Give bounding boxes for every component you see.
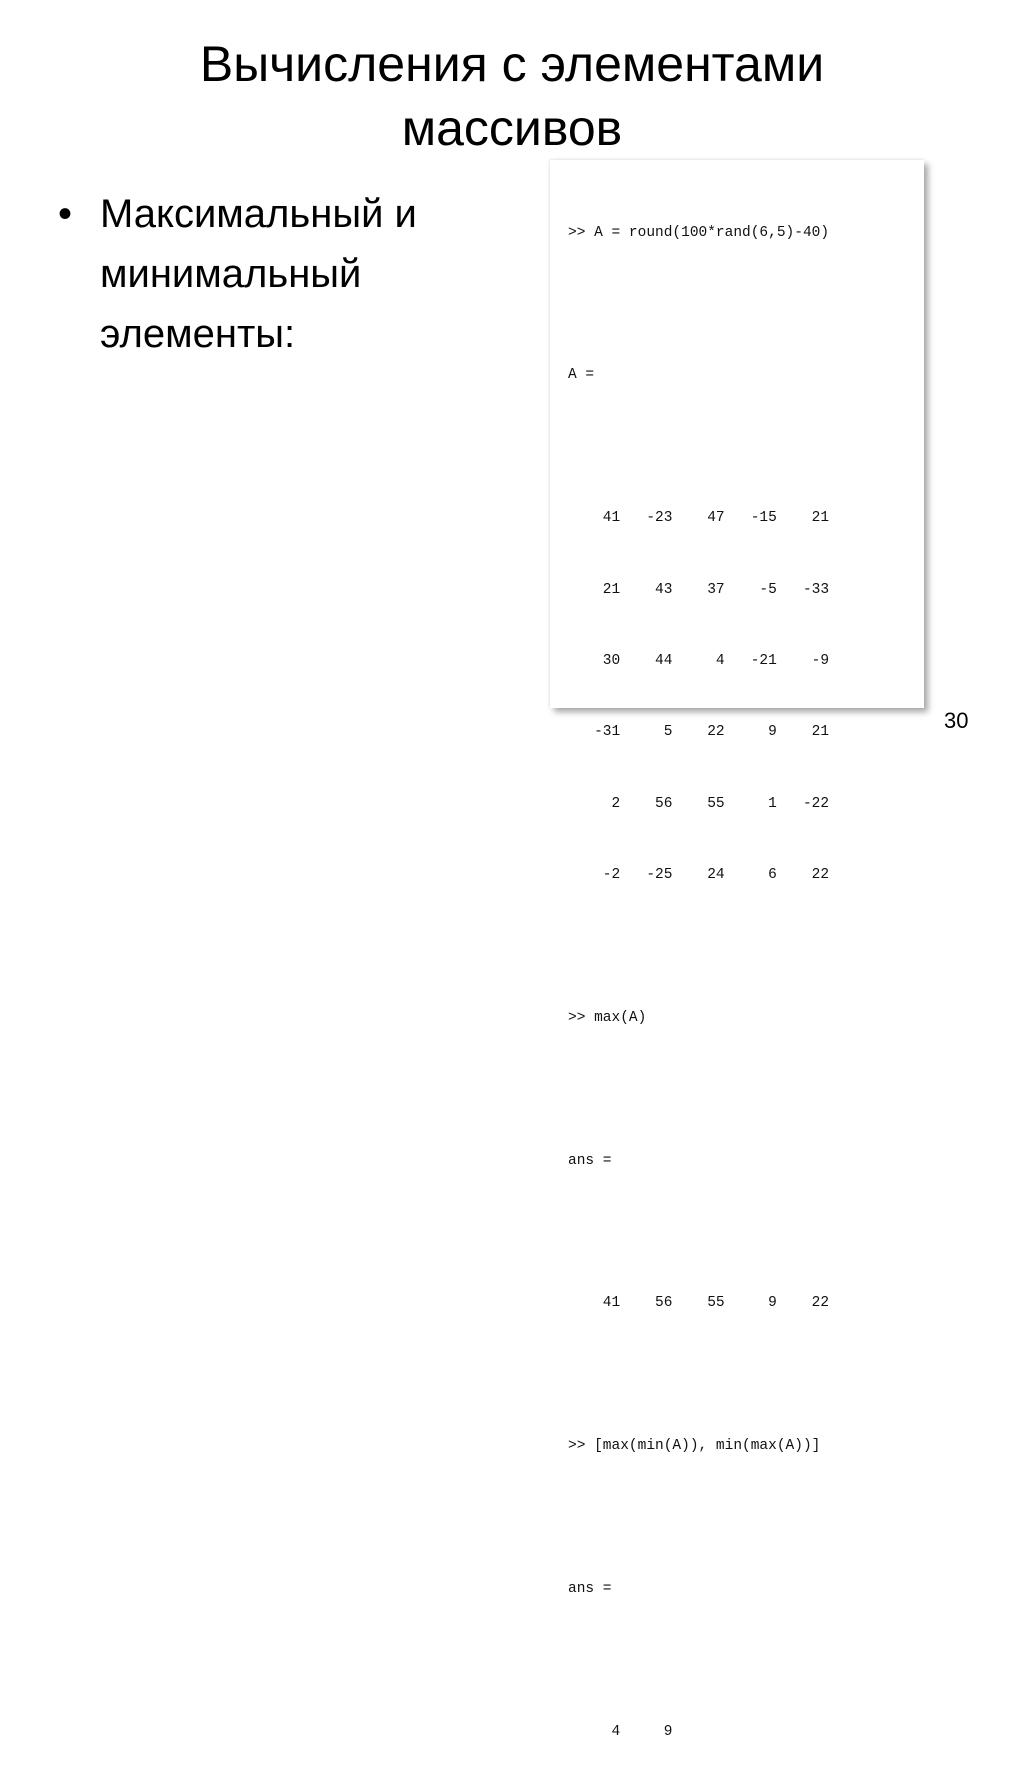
bullet-marker: • xyxy=(58,192,73,236)
slide-title xyxy=(0,32,1024,160)
result-row: 41 56 55 9 22 xyxy=(568,1295,830,1312)
matrix-row: -31 5 22 9 21 xyxy=(568,724,830,741)
console-output xyxy=(568,174,829,1792)
console-line: ans = xyxy=(568,1581,612,1598)
console-line xyxy=(568,1507,829,1531)
console-line: >> [max(min(A)), min(max(A))] xyxy=(568,1438,821,1455)
matlab-console-screenshot xyxy=(550,160,924,1740)
console-line xyxy=(568,436,829,460)
matrix-row: 21 43 37 -5 -33 xyxy=(568,581,830,598)
console-line: >> A = round(100*rand(6,5)-40) xyxy=(568,224,830,241)
bullet-line-3: элементы: xyxy=(100,312,296,356)
matrix-row: -2 -25 24 6 22 xyxy=(568,867,830,884)
bullet-line-1: Максимальный и xyxy=(100,192,417,236)
slide-title-line-2: массивов xyxy=(401,100,623,156)
slide-title-line-1: Вычисления с элементами xyxy=(199,36,825,92)
matrix-row: 41 -23 47 -15 21 xyxy=(568,510,830,527)
matrix-row: 2 56 55 1 -22 xyxy=(568,795,830,812)
console-line xyxy=(568,1078,829,1102)
bullet-text xyxy=(58,184,498,364)
bullet-line-2: минимальный xyxy=(100,252,362,296)
console-line xyxy=(568,293,829,317)
matrix-row: 30 44 4 -21 -9 xyxy=(568,652,830,669)
console-line: ans = xyxy=(568,1152,612,1169)
page-number: 30 xyxy=(944,708,969,733)
console-line: >> max(A) xyxy=(568,1009,647,1026)
bullet-item xyxy=(58,184,498,364)
console-line: A = xyxy=(568,367,595,384)
console-line xyxy=(568,1649,829,1673)
result-row: 4 9 xyxy=(568,1723,673,1740)
console-line xyxy=(568,936,829,960)
console-line xyxy=(568,1364,829,1388)
console-line xyxy=(568,1221,829,1245)
